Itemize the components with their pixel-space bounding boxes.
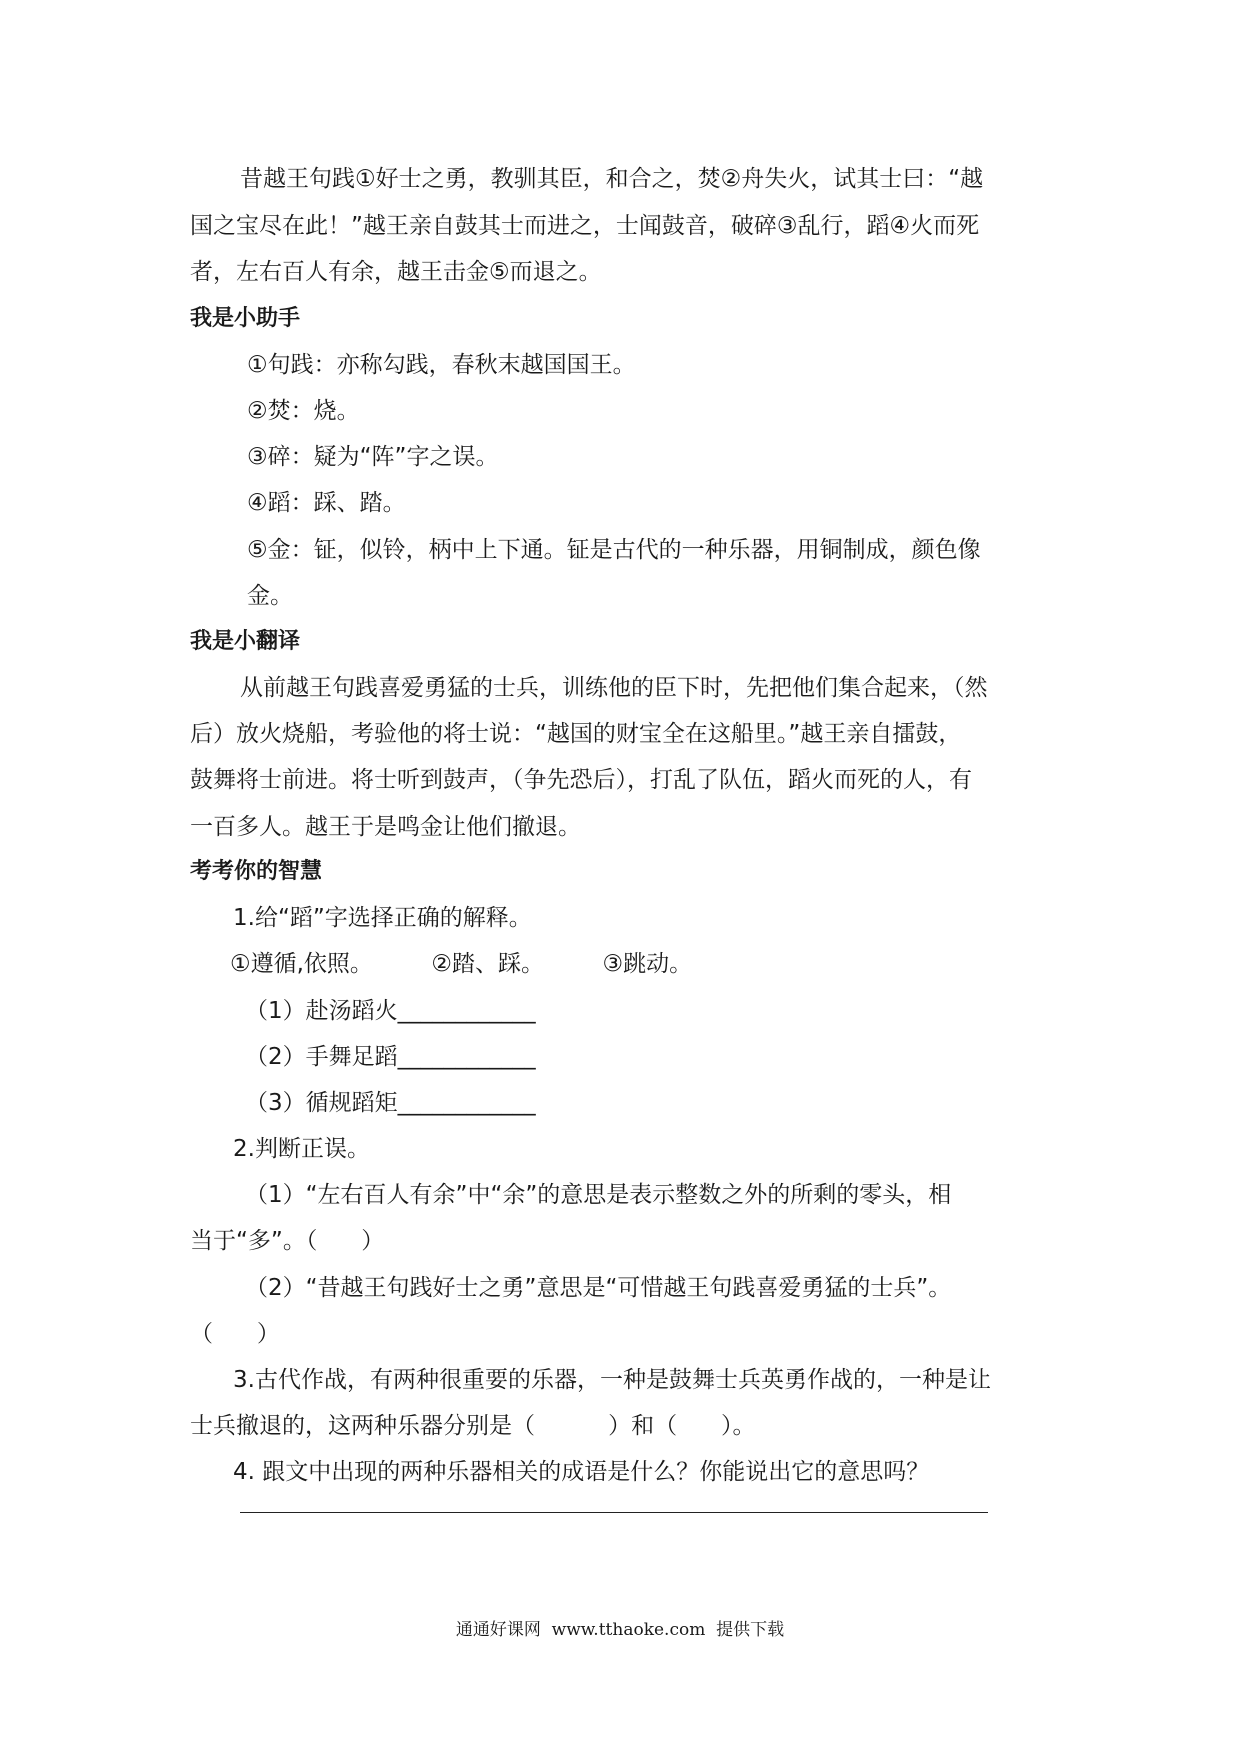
question-1-item: （1）赴汤蹈火____________ [245,998,536,1024]
quiz-heading: 考考你的智慧 [190,859,323,884]
passage-line: 昔越王句践①好士之勇，教驯其臣，和合之，焚②舟失火，试其士曰：“越 [240,166,984,192]
note-item: ③碎：疑为“阵”字之误。 [247,444,499,470]
translation-line: 从前越王句践喜爱勇猛的士兵，训练他的臣下时，先把他们集合起来，（然 [240,675,988,701]
helper-heading: 我是小助手 [190,306,301,331]
question-1-item: （3）循规蹈矩____________ [245,1090,536,1116]
passage-line: 者，左右百人有余，越王击金⑤而退之。 [190,259,602,285]
translation-line: 一百多人。越王于是鸣金让他们撤退。 [190,814,581,840]
question-2-item: 当于“多”。（ ） [190,1228,385,1254]
answer-line [240,1512,988,1513]
note-item: ①句践：亦称勾践，春秋末越国国王。 [247,352,636,378]
translation-line: 鼓舞将士前进。将士听到鼓声，（争先恐后），打乱了队伍，蹈火而死的人，有 [190,767,972,793]
page-footer: 通通好课网 www.tthaoke.com 提供下载 [455,1620,785,1640]
question-1-options: ①遵循,依照。 ②踏、踩。 ③跳动。 [230,951,693,977]
question-2: 2.判断正误。 [233,1136,370,1162]
note-item: ④蹈：踩、踏。 [247,490,406,516]
question-3: 3.古代作战，有两种很重要的乐器，一种是鼓舞士兵英勇作战的，一种是让 [233,1367,991,1393]
question-1: 1.给“蹈”字选择正确的解释。 [233,905,532,931]
note-item: ②焚：烧。 [247,398,360,424]
question-3: 士兵撤退的，这两种乐器分别是（ ）和（ ）。 [190,1413,756,1439]
question-1-item: （2）手舞足蹈____________ [245,1044,536,1070]
note-item: ⑤金：钲，似铃，柄中上下通。钲是古代的一种乐器，用铜制成，颜色像 [247,537,981,563]
passage-line: 国之宝尽在此！”越王亲自鼓其士而进之，士闻鼓音，破碎③乱行，蹈④火而死 [190,213,980,239]
question-4: 4. 跟文中出现的两种乐器相关的成语是什么？你能说出它的意思吗？ [233,1459,930,1485]
question-2-item: （1）“左右百人有余”中“余”的意思是表示整数之外的所剩的零头，相 [245,1182,952,1208]
question-2-item: （2）“昔越王句践好士之勇”意思是“可惜越王句践喜爱勇猛的士兵”。 [245,1275,952,1301]
note-item: 金。 [247,583,293,609]
translation-heading: 我是小翻译 [190,629,301,654]
question-2-item: （ ） [190,1321,280,1347]
translation-line: 后）放火烧船，考验他的将士说：“越国的财宝全在这船里。”越王亲自擂鼓， [190,721,962,747]
